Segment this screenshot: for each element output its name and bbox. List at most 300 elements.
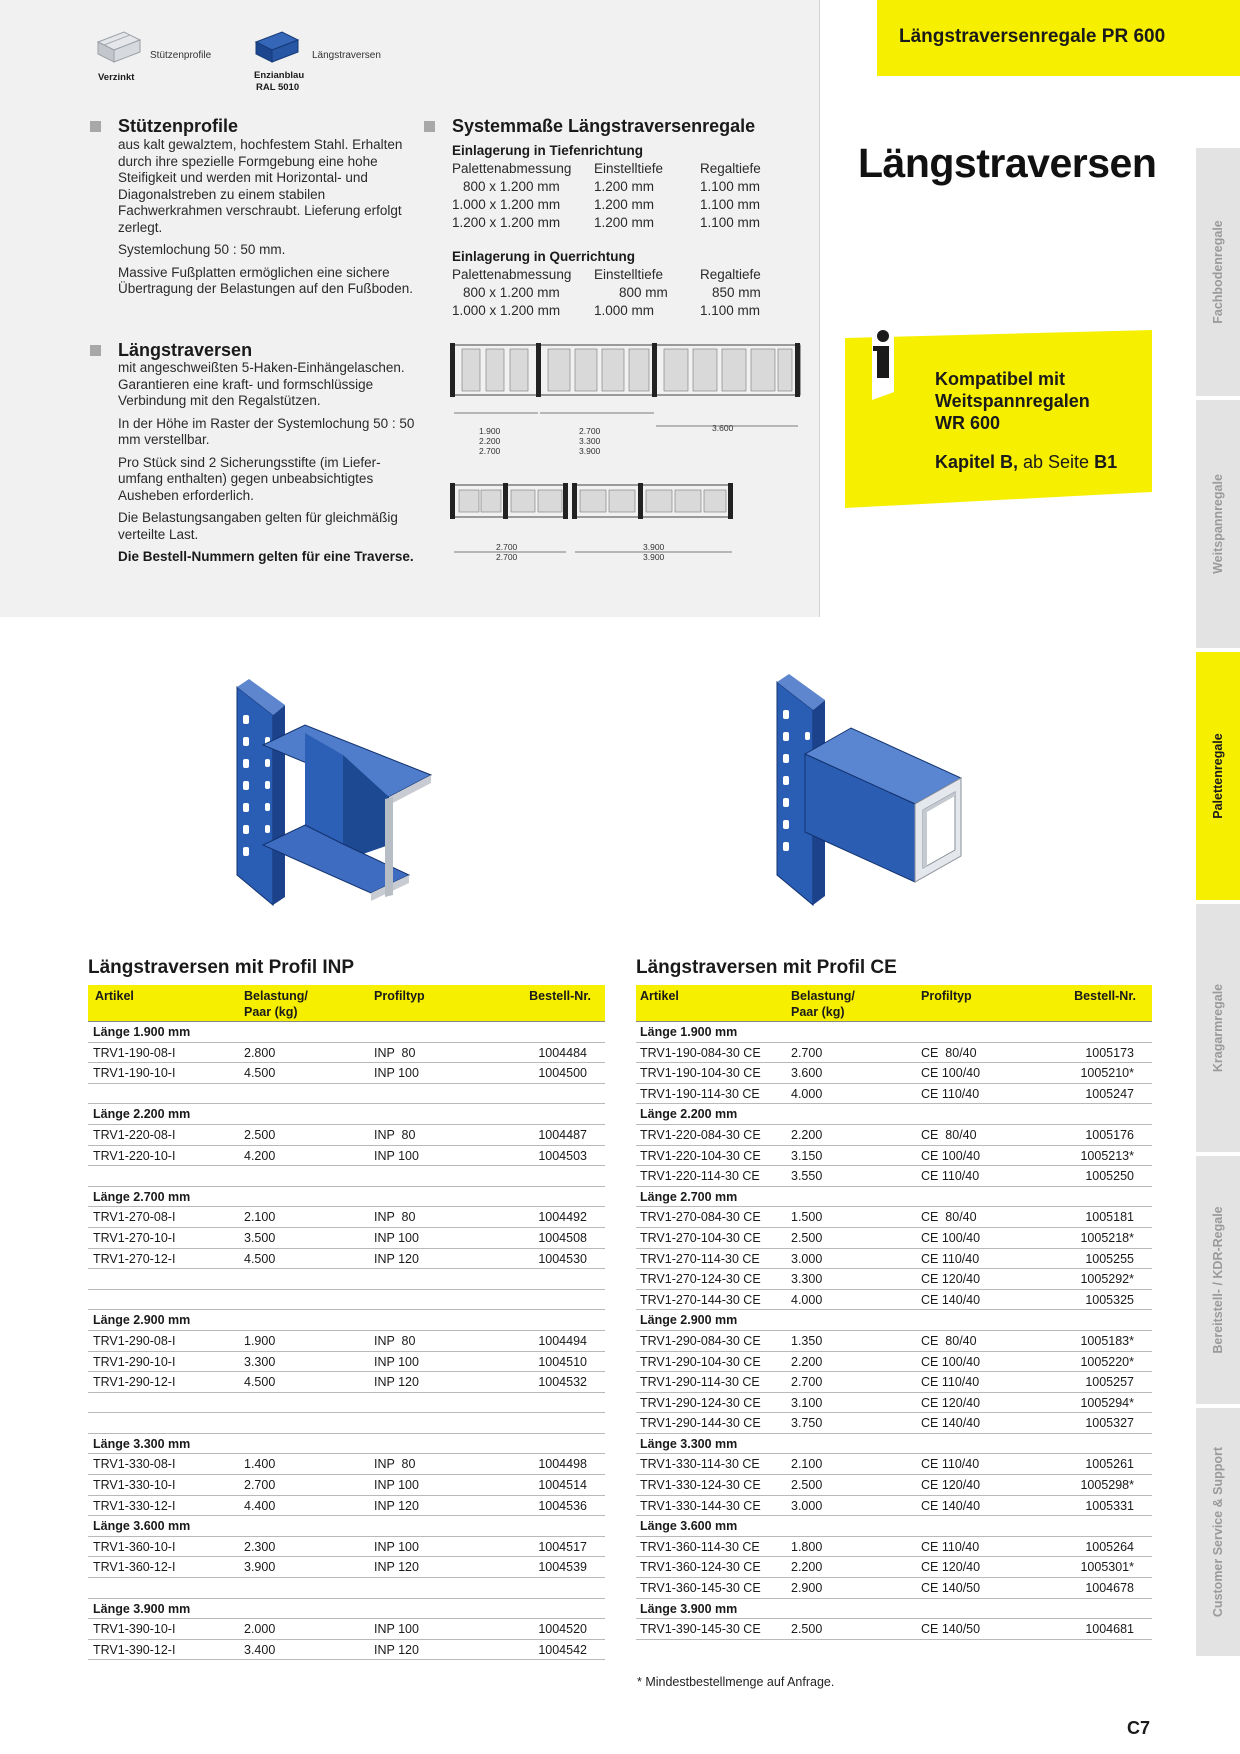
table-body xyxy=(636,1022,1152,1640)
paragraph: aus kalt gewalztem, hochfestem Stahl. Erhalten durch ihre spezielle Formgebung eine hohe Steifigkeit und werden mit Horizontal- und Diagonalstreben zu einem stabilen Fachwerkrahmen verschraubt. Lieferung erfolgt zerlegt. xyxy=(118,137,403,235)
cell-artikel: TRV1-270-104-30 CE xyxy=(640,1230,761,1245)
cell-artikel: TRV1-190-084-30 CE xyxy=(640,1045,761,1060)
table-row xyxy=(88,1207,605,1228)
cell-belastung: 2.300 xyxy=(244,1539,276,1554)
cell-artikel: TRV1-190-114-30 CE xyxy=(640,1086,760,1101)
cell-bestellnr: 1004508 xyxy=(538,1230,587,1245)
cell-belastung: 3.400 xyxy=(244,1642,276,1657)
cell: 1.100 mm xyxy=(700,215,761,230)
table-row xyxy=(636,1063,1152,1084)
group-row xyxy=(88,1310,605,1331)
cell-belastung: 1.500 xyxy=(791,1210,823,1225)
cell-bestellnr: 1004503 xyxy=(538,1148,587,1163)
cell-artikel: TRV1-270-12-I xyxy=(93,1251,176,1266)
cell-artikel: TRV1-220-104-30 CE xyxy=(640,1148,761,1163)
group-row xyxy=(636,1434,1152,1455)
cell-artikel: TRV1-270-144-30 CE xyxy=(640,1292,761,1307)
table-row xyxy=(636,1043,1152,1064)
tab-label: Kragarmregale xyxy=(1211,983,1225,1073)
cell-profiltyp: CE 120/40 xyxy=(921,1560,981,1575)
cell-profiltyp: INP 80 xyxy=(374,1333,416,1348)
group-label: Länge 2.200 mm xyxy=(640,1107,738,1122)
chapter-text: ab Seite xyxy=(1018,452,1095,472)
cell-bestellnr: 1004517 xyxy=(538,1539,587,1554)
cell-artikel: TRV1-360-10-I xyxy=(93,1539,176,1554)
group-row xyxy=(636,1104,1152,1125)
cell: 1.200 mm xyxy=(594,197,655,212)
col-belastung xyxy=(791,988,855,1020)
cell-artikel: TRV1-270-084-30 CE xyxy=(640,1210,761,1225)
group-label: Länge 3.900 mm xyxy=(640,1601,738,1616)
cell-artikel: TRV1-220-10-I xyxy=(93,1148,176,1163)
col-artikel: Artikel xyxy=(640,989,679,1003)
cell-artikel: TRV1-390-145-30 CE xyxy=(640,1622,761,1637)
table-inp xyxy=(88,985,605,1660)
ce-beam-image xyxy=(765,670,985,910)
cell-artikel: TRV1-290-104-30 CE xyxy=(640,1354,761,1369)
cell-artikel: TRV1-330-10-I xyxy=(93,1478,176,1493)
table-row xyxy=(636,1331,1152,1352)
cell-artikel: TRV1-290-114-30 CE xyxy=(640,1375,760,1390)
cell-bestellnr: 1005247 xyxy=(1085,1086,1134,1101)
cell-bestellnr: 1005325 xyxy=(1085,1292,1134,1307)
tiefe-row xyxy=(452,214,772,232)
table-row xyxy=(88,1146,605,1167)
table-row xyxy=(636,1084,1152,1105)
cell-bestellnr: 1004510 xyxy=(538,1354,587,1369)
dim-value: 1.900 xyxy=(479,426,501,436)
table-row xyxy=(88,1557,605,1578)
tab-label: Bereitstell- / KDR-Regale xyxy=(1211,1206,1225,1354)
tab-label: Palettenregale xyxy=(1211,733,1225,819)
table-row xyxy=(636,1352,1152,1373)
cell-artikel: TRV1-290-10-I xyxy=(93,1354,176,1369)
cell-bestellnr: 1004681 xyxy=(1085,1622,1134,1637)
group-row xyxy=(636,1022,1152,1043)
cell-artikel: TRV1-190-10-I xyxy=(93,1066,176,1081)
cell-bestellnr: 1005257 xyxy=(1085,1375,1134,1390)
cell-artikel: TRV1-390-12-I xyxy=(93,1642,176,1657)
col-header: Regaltiefe xyxy=(700,267,761,282)
tiefe-row xyxy=(452,196,772,214)
cell-bestellnr: 1004530 xyxy=(538,1251,587,1266)
cell-belastung: 2.500 xyxy=(244,1127,276,1142)
cell-profiltyp: INP 80 xyxy=(374,1210,416,1225)
cell-profiltyp: CE 110/40 xyxy=(921,1539,980,1554)
cell-artikel: TRV1-270-114-30 CE xyxy=(640,1251,760,1266)
cell-belastung: 2.500 xyxy=(791,1478,823,1493)
table-ce-title: Längstraversen mit Profil CE xyxy=(636,957,897,978)
tab-kragarmregale[interactable] xyxy=(1196,904,1240,1154)
cell-belastung: 2.100 xyxy=(244,1210,276,1225)
header-title: Längstraversenregale PR 600 xyxy=(899,26,1166,47)
cell-bestellnr: 1005292* xyxy=(1080,1272,1134,1287)
galvanized-profile-icon xyxy=(94,28,144,66)
cell-profiltyp: CE 120/40 xyxy=(921,1272,981,1287)
cell-belastung: 3.750 xyxy=(791,1416,823,1431)
table-row xyxy=(88,1063,605,1084)
dim-value: 2.700 xyxy=(579,426,601,436)
col-belastung-l1: Belastung/ xyxy=(791,989,855,1003)
group-label: Länge 1.900 mm xyxy=(640,1025,738,1039)
cell: 800 mm xyxy=(619,285,668,300)
cell-bestellnr: 1004532 xyxy=(538,1375,587,1390)
cell-bestellnr: 1005218* xyxy=(1080,1230,1134,1245)
cell-belastung: 4.200 xyxy=(244,1148,276,1163)
cell-artikel: TRV1-330-124-30 CE xyxy=(640,1478,761,1493)
cell-bestellnr: 1005255 xyxy=(1085,1251,1134,1266)
cell: 1.200 x 1.200 mm xyxy=(452,215,561,230)
dim-label xyxy=(643,542,664,562)
tab-fachbodenregale[interactable] xyxy=(1196,148,1240,398)
cell-profiltyp: CE 100/40 xyxy=(921,1148,981,1163)
finish-blue-name-1: Enzianblau xyxy=(254,70,305,81)
group-row xyxy=(636,1516,1152,1537)
cell-belastung: 1.800 xyxy=(791,1539,823,1554)
cell-artikel: TRV1-330-144-30 CE xyxy=(640,1498,761,1513)
cell: 800 x 1.200 mm xyxy=(463,179,560,194)
cell-artikel: TRV1-290-144-30 CE xyxy=(640,1416,761,1431)
cell-bestellnr: 1004514 xyxy=(538,1478,587,1493)
table-body xyxy=(88,1022,605,1660)
cell-belastung: 2.000 xyxy=(244,1622,276,1637)
tab-bereitstell-kdr-regale[interactable] xyxy=(1196,1156,1240,1406)
table-row xyxy=(636,1413,1152,1434)
table-row xyxy=(636,1249,1152,1270)
cell: 1.100 mm xyxy=(700,303,761,318)
group-label: Länge 2.700 mm xyxy=(93,1189,191,1204)
cell-bestellnr: 1004678 xyxy=(1085,1581,1134,1596)
cell-profiltyp: INP 100 xyxy=(374,1539,419,1554)
group-label: Länge 2.200 mm xyxy=(93,1107,191,1122)
dim-value: 2.700 xyxy=(496,542,518,552)
cell-belastung: 4.500 xyxy=(244,1066,276,1081)
paragraph: mit angeschweißten 5-Haken-Einhängelaschen. Garantieren eine kraft- und formschlüssige Verbindung mit den Regalstützen. xyxy=(118,360,405,408)
tab-label: Fachbodenregale xyxy=(1211,220,1225,324)
group-label: Länge 2.900 mm xyxy=(93,1313,191,1328)
rack-layout-drawing-cross xyxy=(450,480,736,572)
cell-belastung: 2.200 xyxy=(791,1560,823,1575)
cell-belastung: 1.400 xyxy=(244,1457,276,1472)
dim-label xyxy=(579,426,600,456)
dim-value: 3.900 xyxy=(643,552,665,562)
col-header: Einstelltiefe xyxy=(594,267,664,282)
cell-belastung: 2.200 xyxy=(791,1127,823,1142)
col-header: Palettenabmessung xyxy=(452,267,572,282)
quer-row xyxy=(452,284,772,302)
group-row xyxy=(636,1310,1152,1331)
dim-label: 3.600 xyxy=(712,423,734,433)
cell-belastung: 3.100 xyxy=(791,1395,823,1410)
table-row xyxy=(636,1454,1152,1475)
cell-profiltyp: CE 120/40 xyxy=(921,1395,981,1410)
page-title: Längstraversen xyxy=(858,140,1157,186)
cell-profiltyp: CE 110/40 xyxy=(921,1457,980,1472)
group-row xyxy=(88,1104,605,1125)
section-title-laengstraversen: Längstraversen xyxy=(118,340,253,360)
cell-bestellnr: 1005220* xyxy=(1080,1354,1134,1369)
cell: 850 mm xyxy=(712,285,761,300)
cell-bestellnr: 1004487 xyxy=(538,1127,587,1142)
paragraph: Pro Stück sind 2 Sicherungsstifte (im Lieferumfang enthalten) gegen unbeabsichtigtes Ausheben erforderlich. xyxy=(118,454,381,503)
dim-label xyxy=(496,542,517,562)
cell-bestellnr: 1005176 xyxy=(1085,1127,1134,1142)
bullet-square xyxy=(424,121,435,132)
group-label: Länge 3.300 mm xyxy=(93,1436,191,1451)
table-row xyxy=(88,1352,605,1373)
cell-bestellnr: 1005213* xyxy=(1080,1148,1134,1163)
cell-artikel: TRV1-360-114-30 CE xyxy=(640,1539,760,1554)
cell-bestellnr: 1005294* xyxy=(1080,1395,1134,1410)
cell-profiltyp: CE 140/40 xyxy=(921,1498,981,1513)
cell-artikel: TRV1-330-114-30 CE xyxy=(640,1457,760,1472)
cell-bestellnr: 1004542 xyxy=(538,1642,587,1657)
cell: 1.000 x 1.200 mm xyxy=(452,303,561,318)
spacer-row xyxy=(88,1269,605,1290)
cell-artikel: TRV1-290-124-30 CE xyxy=(640,1395,761,1410)
dim-label xyxy=(479,426,500,456)
cell: 1.100 mm xyxy=(700,197,761,212)
cell-bestellnr: 1005301* xyxy=(1080,1560,1134,1575)
cell-belastung: 4.400 xyxy=(244,1498,276,1513)
cell-bestellnr: 1004494 xyxy=(538,1333,587,1348)
table-row xyxy=(636,1269,1152,1290)
cell-bestellnr: 1005173 xyxy=(1085,1045,1134,1060)
table-row xyxy=(88,1125,605,1146)
cell-artikel: TRV1-270-10-I xyxy=(93,1230,176,1245)
cell-belastung: 3.300 xyxy=(791,1272,823,1287)
cell-profiltyp: CE 140/40 xyxy=(921,1416,981,1431)
cell-artikel: TRV1-330-08-I xyxy=(93,1457,176,1472)
table-row xyxy=(636,1475,1152,1496)
spacer-row xyxy=(88,1578,605,1599)
col-artikel: Artikel xyxy=(95,989,134,1003)
col-profiltyp: Profiltyp xyxy=(921,989,972,1003)
info-icon xyxy=(868,322,898,400)
cell-artikel: TRV1-270-08-I xyxy=(93,1210,176,1225)
cell-belastung: 2.100 xyxy=(791,1457,823,1472)
cell-artikel: TRV1-290-084-30 CE xyxy=(640,1333,761,1348)
group-row xyxy=(636,1187,1152,1208)
tab-weitspannregale[interactable] xyxy=(1196,400,1240,650)
finish-galvanized-name: Verzinkt xyxy=(98,72,135,83)
cell: 800 x 1.200 mm xyxy=(463,285,560,300)
cell-artikel: TRV1-190-08-I xyxy=(93,1045,176,1060)
paragraph: Die Belastungsangaben gelten für gleichmäßig verteilte Last. xyxy=(118,510,398,542)
info-line: Weitspannregalen xyxy=(935,391,1090,411)
cell-profiltyp: INP 100 xyxy=(374,1230,419,1245)
cell-profiltyp: INP 100 xyxy=(374,1148,419,1163)
cell-bestellnr: 1005210* xyxy=(1080,1066,1134,1081)
col-belastung-l2: Paar (kg) xyxy=(244,1005,298,1019)
info-text xyxy=(935,368,1090,434)
dim-value: 2.700 xyxy=(479,446,501,456)
cell-artikel: TRV1-220-114-30 CE xyxy=(640,1169,760,1184)
cell-profiltyp: INP 100 xyxy=(374,1622,419,1637)
cell-bestellnr: 1005181 xyxy=(1085,1210,1134,1225)
systemmasse-quer xyxy=(452,248,772,320)
cell-belastung: 3.300 xyxy=(244,1354,276,1369)
group-label: Länge 2.900 mm xyxy=(640,1313,738,1328)
cell-profiltyp: INP 80 xyxy=(374,1045,416,1060)
quer-row xyxy=(452,302,772,320)
cell-profiltyp: INP 120 xyxy=(374,1375,419,1390)
table-row xyxy=(636,1496,1152,1517)
cell-belastung: 2.500 xyxy=(791,1230,823,1245)
cell-bestellnr: 1004539 xyxy=(538,1560,587,1575)
cell-belastung: 4.500 xyxy=(244,1251,276,1266)
dim-value: 3.300 xyxy=(579,436,601,446)
cell-profiltyp: CE 80/40 xyxy=(921,1045,977,1060)
chapter-label: Kapitel B, xyxy=(935,452,1019,472)
cell-artikel: TRV1-190-104-30 CE xyxy=(640,1066,761,1081)
spacer-row xyxy=(88,1413,605,1434)
tab-label: Customer Service & Support xyxy=(1211,1446,1225,1618)
cell-bestellnr: 1005264 xyxy=(1085,1539,1134,1554)
stuetzenprofile-text xyxy=(118,137,418,304)
cell-artikel: TRV1-360-124-30 CE xyxy=(640,1560,761,1575)
table-row xyxy=(88,1249,605,1270)
spacer-row xyxy=(88,1290,605,1311)
spacer-row xyxy=(88,1393,605,1414)
cell-belastung: 3.000 xyxy=(791,1251,823,1266)
cell-belastung: 3.900 xyxy=(244,1560,276,1575)
cell-artikel: TRV1-270-124-30 CE xyxy=(640,1272,761,1287)
cell-profiltyp: INP 100 xyxy=(374,1066,419,1081)
cell-bestellnr: 1004492 xyxy=(538,1210,587,1225)
chapter-page: B1 xyxy=(1094,452,1118,472)
cell-belastung: 2.900 xyxy=(791,1581,823,1596)
cell-bestellnr: 1005327 xyxy=(1085,1416,1134,1431)
cell-profiltyp: INP 80 xyxy=(374,1457,416,1472)
cell-belastung: 4.000 xyxy=(791,1086,823,1101)
cell-belastung: 3.550 xyxy=(791,1169,823,1184)
dim-value: 2.200 xyxy=(479,436,501,446)
group-label: Länge 1.900 mm xyxy=(93,1025,191,1039)
bullet-square xyxy=(90,121,101,132)
finish-blue-name-2: RAL 5010 xyxy=(256,82,300,93)
cell-profiltyp: CE 140/50 xyxy=(921,1622,981,1637)
group-label: Länge 3.300 mm xyxy=(640,1436,738,1451)
tiefe-heading: Einlagerung in Tiefenrichtung xyxy=(452,143,644,158)
cell-belastung: 3.000 xyxy=(791,1498,823,1513)
systemmasse-tiefe xyxy=(452,142,772,232)
section-title-stuetzenprofile: Stützenprofile xyxy=(118,116,238,136)
group-label: Länge 2.700 mm xyxy=(640,1189,738,1204)
cell-profiltyp: INP 120 xyxy=(374,1498,419,1513)
cell-profiltyp: CE 100/40 xyxy=(921,1066,981,1081)
cell-belastung: 3.150 xyxy=(791,1148,823,1163)
cell: 1.000 mm xyxy=(594,303,655,318)
tab-customer-service[interactable] xyxy=(1196,1408,1240,1658)
cell-profiltyp: INP 100 xyxy=(374,1354,419,1369)
cell-artikel: TRV1-220-08-I xyxy=(93,1127,176,1142)
cell-artikel: TRV1-360-145-30 CE xyxy=(640,1581,761,1596)
table-row xyxy=(636,1207,1152,1228)
cell-bestellnr: 1005331 xyxy=(1085,1498,1134,1513)
group-label: Länge 3.600 mm xyxy=(640,1519,738,1534)
info-chapter-ref xyxy=(935,452,1117,473)
section-title-systemmasse: Systemmaße Längstraversenregale xyxy=(452,116,756,136)
cell-bestellnr: 1005261 xyxy=(1085,1457,1134,1472)
table-row xyxy=(636,1372,1152,1393)
cell-belastung: 1.350 xyxy=(791,1333,823,1348)
cell-bestellnr: 1005298* xyxy=(1080,1478,1134,1493)
cell-artikel: TRV1-290-08-I xyxy=(93,1333,176,1348)
cell-bestellnr: 1004498 xyxy=(538,1457,587,1472)
table-row xyxy=(88,1331,605,1352)
cell-artikel: TRV1-220-084-30 CE xyxy=(640,1127,761,1142)
group-row xyxy=(636,1599,1152,1620)
cell-belastung: 4.500 xyxy=(244,1375,276,1390)
table-row xyxy=(636,1166,1152,1187)
cell-profiltyp: CE 110/40 xyxy=(921,1251,980,1266)
table-row xyxy=(88,1454,605,1475)
spacer-row xyxy=(88,1084,605,1105)
footnote: * Mindestbestellmenge auf Anfrage. xyxy=(637,1675,835,1689)
table-row xyxy=(88,1496,605,1517)
cell-belastung: 1.900 xyxy=(244,1333,276,1348)
header-bar xyxy=(877,0,1240,76)
group-row xyxy=(88,1599,605,1620)
table-row xyxy=(88,1475,605,1496)
cell-bestellnr: 1004536 xyxy=(538,1498,587,1513)
tab-palettenregale[interactable] xyxy=(1196,652,1240,902)
finish-blue-desc: Längstraversen xyxy=(312,50,381,61)
bullet-square xyxy=(90,345,101,356)
cell-belastung: 2.200 xyxy=(791,1354,823,1369)
blue-profile-icon xyxy=(252,28,302,66)
table-header xyxy=(88,985,605,1022)
col-belastung xyxy=(244,988,308,1020)
cell-profiltyp: INP 120 xyxy=(374,1642,419,1657)
cell-artikel: TRV1-360-12-I xyxy=(93,1560,176,1575)
cell-artikel: TRV1-390-10-I xyxy=(93,1622,176,1637)
dim-value: 3.900 xyxy=(579,446,601,456)
table-row xyxy=(636,1537,1152,1558)
dim-value: 2.700 xyxy=(496,552,518,562)
group-row xyxy=(88,1022,605,1043)
cell-profiltyp: CE 110/40 xyxy=(921,1169,980,1184)
table-row xyxy=(636,1146,1152,1167)
group-row xyxy=(88,1434,605,1455)
quer-heading: Einlagerung in Querrichtung xyxy=(452,249,636,264)
spacer-row xyxy=(88,1166,605,1187)
laengstraversen-text xyxy=(118,360,418,572)
tab-label: Weitspannregale xyxy=(1211,474,1225,574)
cell: 1.200 mm xyxy=(594,179,655,194)
table-row xyxy=(88,1619,605,1640)
group-label: Länge 3.900 mm xyxy=(93,1601,191,1616)
tiefe-row xyxy=(452,178,772,196)
cell-profiltyp: INP 100 xyxy=(374,1478,419,1493)
group-label: Länge 3.600 mm xyxy=(93,1519,191,1534)
cell-profiltyp: CE 80/40 xyxy=(921,1127,977,1142)
table-header xyxy=(636,985,1152,1022)
cell-artikel: TRV1-330-12-I xyxy=(93,1498,176,1513)
tiefe-header-row xyxy=(452,160,772,178)
info-line: WR 600 xyxy=(935,413,1001,433)
finish-galvanized-desc: Stützenprofile xyxy=(150,50,212,61)
table-row xyxy=(636,1578,1152,1599)
cell-belastung: 2.800 xyxy=(244,1045,276,1060)
table-row xyxy=(636,1125,1152,1146)
cell-profiltyp: CE 80/40 xyxy=(921,1210,977,1225)
cell-artikel: TRV1-290-12-I xyxy=(93,1375,176,1390)
cell-bestellnr: 1005183* xyxy=(1080,1333,1134,1348)
cell-profiltyp: CE 80/40 xyxy=(921,1333,977,1348)
table-row xyxy=(88,1228,605,1249)
